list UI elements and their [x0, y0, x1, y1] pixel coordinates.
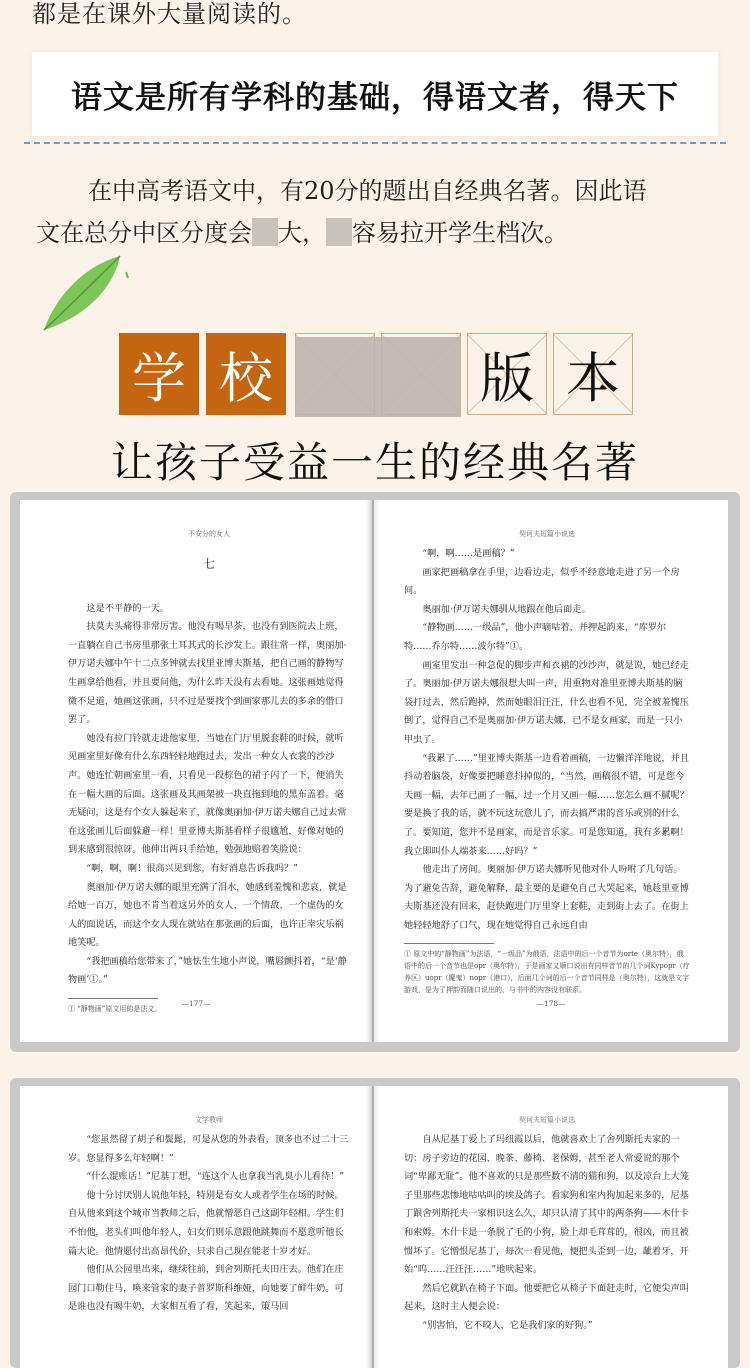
page-178 — [374, 500, 728, 1042]
paragraph: 自从尼基丁爱上了玛纽霞以后，他就喜欢上了舍列斯托夫家的一切：房子旁边的花园、晚茶、藤椅、老保姆，甚至老人常爱说的那个词“卑鄙无耻”。他不喜欢的只是那些数不清的猫和狗，以及凉台上大笼子里那些悲惨地咕咕叫的埃及鸽子。看家狗和室内狗加起来多的，尼基丁跟舍列斯托夫一家相识这么久，却只认清了其中的两条狗——木什卡和索姆。木什卡是一条脱了毛的小狗，脸上却毛茸茸的，很凶，而且被惯坏了。它憎恨尼基丁，每次一看见他，便把头歪到一边，龇着牙，开始“呜……汪汪汪……”地吠起来。 — [404, 1134, 690, 1276]
book-gutter — [366, 1086, 380, 1368]
title-char-3: 版 — [467, 333, 547, 415]
paragraph: 他十分讨厌别人说他年轻，特别是有女人或者学生在场的时候。自从他来到这个城市当教师之后，他就憎恶自己这副年轻相。学生们不怕他，老头们叫他年轻人，妇女们则乐意跟他跳舞而不愿意听他长篇大论。他情愿付出高昂代价，只求自己现在能老十岁才好。 — [68, 1189, 344, 1257]
banner — [24, 52, 726, 144]
banner-text: 语文是所有学科的基础，得语文者，得天下 — [71, 80, 679, 116]
paragraph: 这是不平静的一天。 — [86, 602, 170, 614]
paragraph: 画室里发出一种急促的脚步声和衣裙的沙沙声，就是说，她已经走了。奥丽加·伊万诺夫娜很想大叫一声，用重物对准里亚博夫斯基的脑袋打过去，然后跑掉，然而她眼泪汪汪，什么也看不见，完全被羞愧压倒了，觉得自己不是奥丽加·伊万诺夫娜，已不是女画家，而是一只小甲虫了。 — [404, 659, 689, 745]
intro-line-1: 在中高考语文中，有20分的题出自经典名著。因此语 — [88, 177, 647, 205]
book-spread-2 — [10, 1078, 740, 1368]
paragraph: “静物画……一级品”，他小声嘀咕着，并押起韵来，“库罗尔特……乔尔特……波尔特”①。 — [404, 622, 667, 652]
paragraph: 扶莫夫头痛得非常厉害。他没有喝早茶，也没有到医院去上班，一直躺在自己书房里那张土耳其式的长沙发上。跟往常一样，奥丽加·伊万诺夫娜中午十二点多钟就去找里亚博夫斯基，把自己画的静物写生画拿给他看，并且要问他，为什么昨天没有去看她。这张画她觉得微不足道，她画这张画，只不过是要找个到画家那儿去的多余的借口罢了。 — [68, 621, 347, 726]
paragraph: “您虽然留了胡子和鬓髭，可是从您的外表看，顶多也不过二十三岁。您显得多么年轻啊！” — [68, 1134, 349, 1164]
chapter-number: 七 — [202, 557, 215, 571]
footnote-rule — [404, 943, 494, 944]
page-right — [374, 1086, 728, 1368]
subtitle: 让孩子受益一生的经典名著 — [110, 438, 639, 487]
paragraph: 画家把画稿拿在手里，边看边走，似乎不经意地走进了另一个房间。 — [404, 566, 680, 597]
running-head: 文学教师 — [195, 1116, 223, 1124]
intro-paragraph — [36, 170, 716, 254]
page-number: —178— — [536, 999, 566, 1009]
title-char-4: 本 — [553, 333, 633, 415]
page-number: —177— — [181, 999, 211, 1009]
paragraph: 奥丽加·伊万诺夫娜驯从地跟在他后面走。 — [422, 603, 591, 615]
paragraph: “我累了……”里亚博夫斯基一边看着画稿，一边懒洋洋地说，并且抖动着脑袋，好像要把睡意抖掉似的，“当然，画稿很不错，可是您今天画一幅，去年已画了一幅，过一个月又画一幅……您怎么画不腻呢？要是换了我的话，就不玩这玩意儿了，而去搞严肃的音乐或别的什么了。要知道，您并不是画家，而是音乐家。可是您知道，我有多累啊！我立即叫仆人端茶来……好吗？” — [404, 752, 690, 857]
top-line: 都是在课外大量阅读的。 — [32, 0, 307, 28]
paragraph: 奥丽加·伊万诺夫娜的眼里充满了泪水，她感到羞愧和悲哀，就是给她一百万，她也不肯当着这另外的女人、一个情敌、一个虚伪的女人的面说话，而这个女人现在就站在那张画的后面，也许正幸灾乐祸地笑呢。 — [68, 881, 347, 949]
paragraph: 他走出了房间。奥丽加·伊万诺夫娜听见他对仆人吩咐了几句话。为了避免告辞，避免解释，最主要的是避免自己大哭起来，她趁里亚博夫斯基还没有回来，赶快跑进门厅里穿上套鞋，走到街上去了。在街上她轻轻地舒了口气，现在她觉得自己永远自由 — [404, 864, 689, 931]
paragraph: “啊，啊，啊！很高兴见到您，有好消息告诉我吗？” — [86, 862, 298, 874]
page-177 — [20, 500, 372, 1042]
book-gutter — [366, 500, 380, 1042]
paragraph: “啊，啊……是画稿？” — [422, 548, 515, 559]
page-left — [20, 1086, 372, 1368]
intro-line-2: 文在总分中区分度会 大， 容易拉开学生档次。 — [36, 219, 568, 247]
paragraph: 他们从公园里出来，继续往前，到舍列斯托夫田庄去。他们在庄园门口勒住马，唤来管家的妻子普罗斯科维娅，向她要了鲜牛奶。可是谁也没有喝牛奶，大家相互看了看，笑起来，策马回 — [68, 1264, 344, 1313]
green-leaf-icon — [36, 244, 136, 344]
blurred-char — [252, 218, 278, 246]
running-head: 契诃夫短篇小说选 — [519, 1116, 575, 1124]
footnote: ① 原文中的“静物画”为法语，“一级品”为俄语，法语中的后一个音节为orte（奥尔特），俄语中的后一个音节也是opr（奥尔特），于是画家又顺口说出有同样音节的几个词Kypopr（疗养区）uopr（魔鬼）nopr（港口），后面几个词的后一个音节同样是（奥尔特），这就是文字游戏，是为了押韵而随口说出的，与书中的内容没有联系。 — [404, 950, 690, 995]
blurred-char — [326, 218, 352, 246]
book-spread-1 — [10, 492, 740, 1052]
footnote: ① “静物画”原文用的是法文。 — [68, 1005, 162, 1014]
paragraph: “别害怕，它不咬人，它是我们家的好狗。” — [422, 1319, 593, 1331]
paragraph: 然后它就趴在椅子下面。他要把它从椅子下面赶走时，它便尖声叫起来，这时主人便会说： — [404, 1282, 689, 1313]
title-char-2: 校 — [206, 333, 286, 415]
paragraph: “什么混账话！”尼基丁想，“连这个人也拿我当乳臭小儿看待！” — [86, 1171, 345, 1183]
running-head: 契诃夫短篇小说选 — [519, 530, 575, 538]
paragraph: “我把画稿给您带来了，”她怯生生地小声说，嘴唇颤抖着，“是‘静物画’①。” — [68, 955, 347, 986]
paragraph: 她没有拉门铃就走进他家里，当她在门厅里脱套鞋的时候，就听见画室里好像有什么东西轻轻地跑过去，发出一种女人衣裳的沙沙声。她连忙朝画室里一看，只看见一段棕色的裙子闪了一下，便消失在一幅大画的后面。这张画及其画架被一块直拖到地的黑布盖着。毫无疑问，这是有个女人躲起来了，就像奥丽加·伊万诺夫娜自己过去常在这张画儿后面躲避一样！里亚博夫斯基看样子很尴尬，好像对她的到来感到很惊讶。他伸出两只手给她，勉强地赔着笑脸说： — [68, 732, 347, 856]
title-char-1: 学 — [119, 333, 199, 415]
running-head: 不安分的女人 — [188, 530, 230, 538]
blurred-title-chars — [295, 337, 461, 417]
